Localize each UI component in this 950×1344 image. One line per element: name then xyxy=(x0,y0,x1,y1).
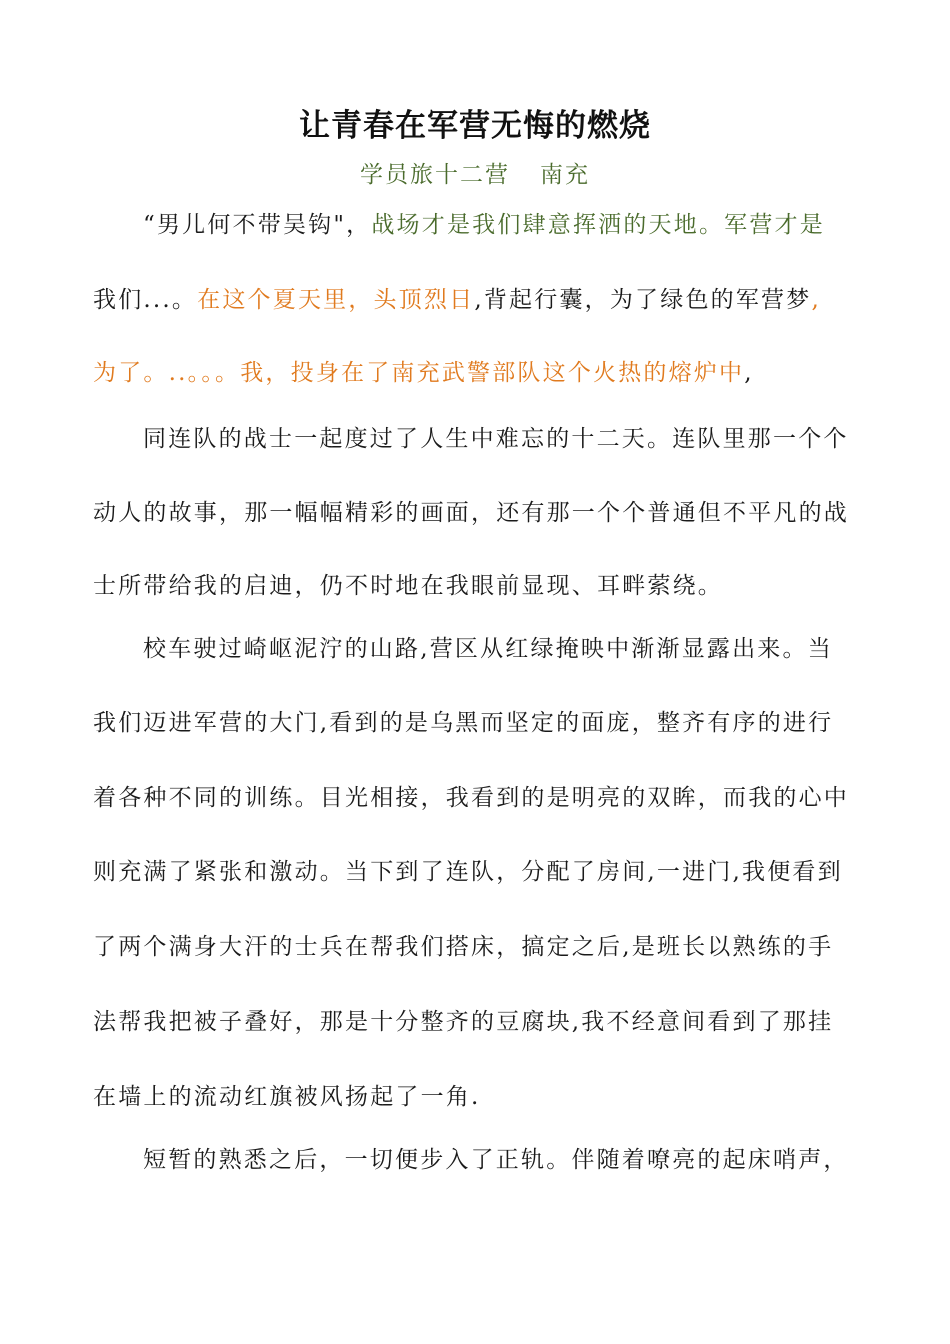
paragraph-3-line-6: 法帮我把被子叠好，那是十分整齐的豆腐块,我不经意间看到了那挂 xyxy=(93,1009,834,1035)
paragraph-2-line-1: 同连队的战士一起度过了人生中难忘的十二天。连队里那一个个 xyxy=(143,426,849,452)
paragraph-3-line-1: 校车驶过崎岖泥泞的山路,营区从红绿掩映中渐渐显露出来。当 xyxy=(143,636,833,662)
paragraph-1-line-1 xyxy=(143,210,923,240)
document-title: 让青春在军营无悔的燃烧 xyxy=(299,108,651,144)
text-segment: , xyxy=(744,360,754,386)
text-segment: 在这个夏天里，头顶烈日 xyxy=(197,287,475,313)
paragraph-3-line-2: 我们迈进军营的大门,看到的是乌黑而坚定的面庞，整齐有序的进行 xyxy=(93,710,834,736)
paragraph-4-line-1: 短暂的熟悉之后，一切便步入了正轨。伴随着嘹亮的起床哨声， xyxy=(143,1147,849,1173)
text-segment: “男儿何不带吴钩"， xyxy=(143,212,372,238)
text-segment: ,背起行囊，为了绿色的军营梦 xyxy=(474,287,812,313)
paragraph-2-line-3: 士所带给我的启迪，仍不时地在我眼前显现、耳畔萦绕。 xyxy=(93,573,723,599)
paragraph-3-line-7: 在墙上的流动红旗被风扬起了一角. xyxy=(93,1084,481,1110)
paragraph-1-line-2 xyxy=(93,285,873,315)
text-segment: , xyxy=(811,287,821,313)
paragraph-1-line-3 xyxy=(93,358,873,388)
document-subtitle xyxy=(0,156,950,189)
text-segment: 我们...。 xyxy=(93,287,198,313)
paragraph-3-line-4: 则充满了紧张和激动。当下到了连队，分配了房间,一进门,我便看到 xyxy=(93,859,843,885)
author-name: 南充 xyxy=(540,162,590,188)
text-segment: 为了。..。。。 xyxy=(93,360,241,386)
author-unit: 学员旅十二营 xyxy=(360,162,510,188)
paragraph-3-line-5: 了两个满身大汗的士兵在帮我们搭床，搞定之后,是班长以熟练的手 xyxy=(93,934,834,960)
paragraph-2-line-2: 动人的故事，那一幅幅精彩的画面，还有那一个个普通但不平凡的战 xyxy=(93,500,849,526)
text-segment: 我，投身在了南充武警部队这个火热的熔炉中 xyxy=(240,360,745,386)
text-segment: 战场才是我们肆意挥洒的天地。军营才是 xyxy=(371,212,825,238)
paragraph-3-line-3: 着各种不同的训练。目光相接，我看到的是明亮的双眸，而我的心中 xyxy=(93,785,849,811)
